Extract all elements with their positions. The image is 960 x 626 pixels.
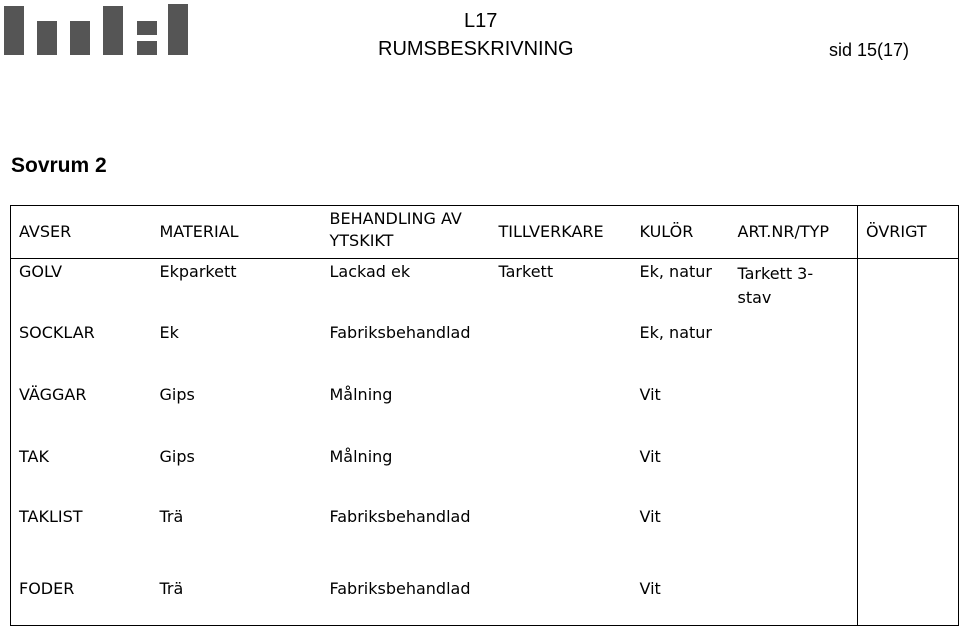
column-header-behandling: BEHANDLING AV YTSKIKT (322, 206, 491, 259)
table-row (11, 315, 959, 371)
cell-tillverkare: Tarkett (498, 262, 554, 281)
cell-artnr (730, 563, 858, 626)
cell-behandling: Fabriksbehandlad (329, 323, 471, 342)
cell-material: Ekparkett (159, 262, 237, 281)
cell-avser: FODER (11, 563, 152, 626)
cell-avser: GOLV (11, 259, 152, 316)
table-row (11, 433, 959, 495)
logo-bar (4, 6, 24, 55)
column-header-kulor: KULÖR (632, 206, 730, 259)
logo-bar (168, 4, 188, 55)
logo-bar (103, 6, 123, 55)
cell-avser: TAK (11, 433, 152, 495)
cell-behandling: Målning (329, 447, 393, 466)
cell-ovrigt (858, 433, 959, 495)
column-header-avser: AVSER (11, 206, 152, 259)
cell-ovrigt (858, 563, 959, 626)
cell-behandling: Lackad ek (329, 262, 411, 281)
cell-kulor: Vit (639, 385, 661, 404)
cell-material: Ek (159, 323, 179, 342)
column-header-ovrigt: ÖVRIGT (858, 206, 959, 259)
cell-ovrigt (858, 495, 959, 563)
logo-bar (70, 21, 90, 55)
page-number: sid 15(17) (829, 40, 910, 60)
cell-behandling: Målning (329, 385, 393, 404)
cell-kulor: Vit (639, 507, 661, 526)
cell-ovrigt (858, 315, 959, 371)
column-header-artnr: ART.NR/TYP (730, 206, 858, 259)
table-row (11, 495, 959, 563)
cell-tillverkare (491, 315, 632, 371)
cell-material: Gips (159, 447, 195, 466)
cell-avser: VÄGGAR (11, 371, 152, 433)
cell-artnr (730, 259, 858, 316)
cell-tillverkare (491, 563, 632, 626)
cell-avser: TAKLIST (11, 495, 152, 563)
cell-artnr (730, 433, 858, 495)
company-logo (4, 4, 188, 55)
document-title: RUMSBESKRIVNING (378, 38, 574, 60)
table-row (11, 371, 959, 433)
cell-artnr (730, 371, 858, 433)
cell-behandling: Fabriksbehandlad (322, 563, 491, 626)
cell-kulor: Vit (632, 563, 730, 626)
cell-material: Gips (159, 385, 195, 404)
document-code: L17 (464, 10, 498, 32)
column-header-material: MATERIAL (152, 206, 322, 259)
cell-artnr (730, 315, 858, 371)
cell-tillverkare (491, 371, 632, 433)
logo-bar (137, 41, 157, 55)
cell-artnr-text: Tarkett 3-stav (737, 264, 814, 307)
cell-behandling: Fabriksbehandlad (329, 507, 471, 526)
cell-artnr (730, 495, 858, 563)
cell-material: Trä (159, 507, 184, 526)
table-header-row (11, 206, 959, 259)
table-row (11, 259, 959, 316)
cell-tillverkare (491, 433, 632, 495)
cell-kulor: Ek, natur (639, 262, 712, 281)
logo-bar (137, 21, 157, 35)
table-row (11, 563, 959, 626)
room-spec-table (10, 205, 959, 626)
column-header-tillverkare: TILLVERKARE (491, 206, 632, 259)
cell-ovrigt (858, 371, 959, 433)
cell-kulor: Vit (639, 447, 661, 466)
room-title: Sovrum 2 (11, 154, 107, 177)
cell-avser: SOCKLAR (11, 315, 152, 371)
cell-ovrigt (858, 259, 959, 316)
logo-bar (37, 21, 57, 55)
cell-kulor: Ek, natur (639, 323, 712, 342)
cell-material: Trä (152, 563, 322, 626)
cell-tillverkare (491, 495, 632, 563)
